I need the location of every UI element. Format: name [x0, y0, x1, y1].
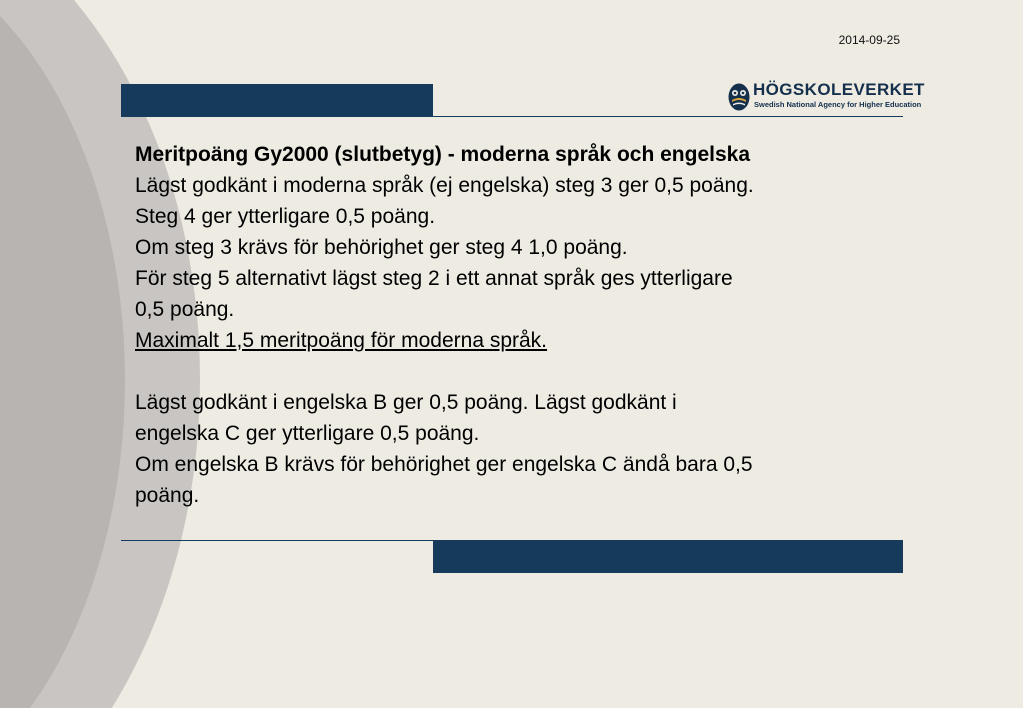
slide-date: 2014-09-25 [838, 33, 900, 47]
body-line: poäng. [135, 484, 200, 507]
body-line: 0,5 poäng. [135, 298, 235, 321]
footer-rule [121, 540, 433, 541]
summary-line: Maximalt 1,5 meritpoäng för moderna språk. [135, 329, 548, 352]
owl-emblem-icon [728, 83, 750, 111]
slide-heading: Meritpoäng Gy2000 (slutbetyg) - moderna språk och engelska [135, 143, 750, 166]
slide-body [135, 139, 925, 511]
header-accent-bar [121, 84, 433, 117]
body-line: Lägst godkänt i moderna språk (ej engelska) steg 3 ger 0,5 poäng. [135, 174, 754, 197]
header-rule [433, 116, 903, 117]
body-line: Lägst godkänt i engelska B ger 0,5 poäng. Lägst godkänt i [135, 391, 677, 414]
body-line: Om engelska B krävs för behörighet ger engelska C ändå bara 0,5 [135, 453, 753, 476]
footer-accent-bar [433, 540, 903, 573]
body-line: För steg 5 alternativt lägst steg 2 i ett annat språk ges ytterligare [135, 267, 733, 290]
body-line: Steg 4 ger ytterligare 0,5 poäng. [135, 205, 436, 228]
logo-name: HÖGSKOLEVERKET [753, 80, 925, 99]
hogskoleverket-logo [728, 80, 925, 114]
body-line: engelska C ger ytterligare 0,5 poäng. [135, 422, 480, 445]
body-line: Om steg 3 krävs för behörighet ger steg 4 1,0 poäng. [135, 236, 628, 259]
paragraph-spacer [135, 356, 925, 387]
logo-tagline: Swedish National Agency for Higher Education [754, 100, 922, 109]
